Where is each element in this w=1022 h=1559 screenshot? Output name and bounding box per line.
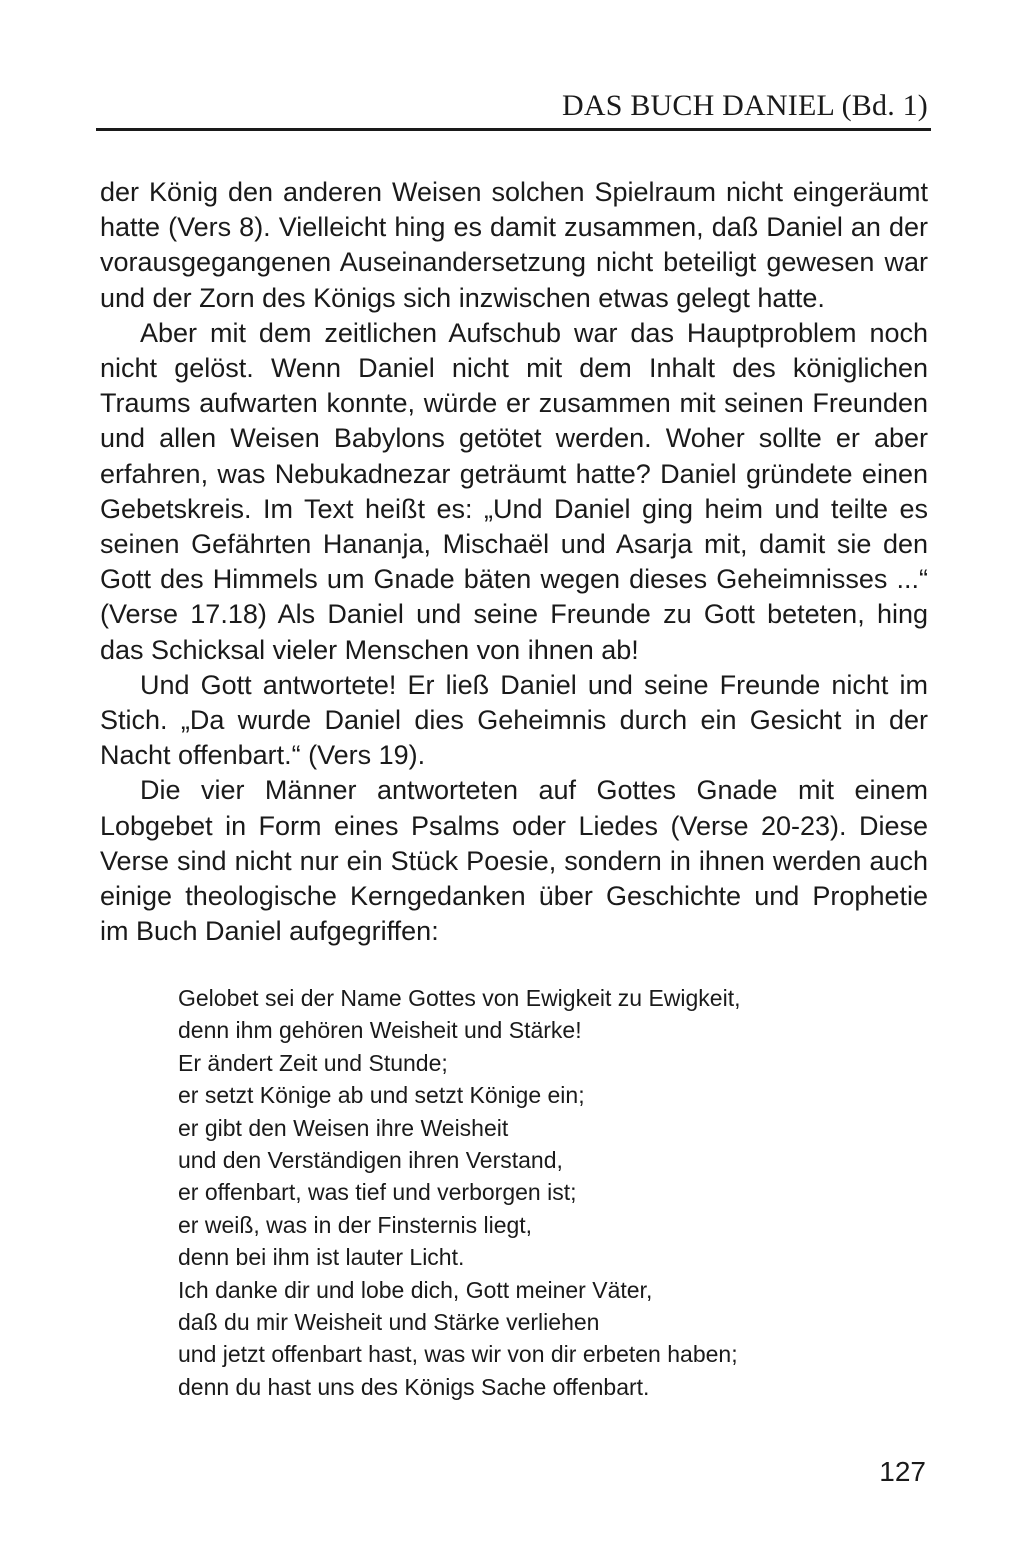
psalm-quote [178, 982, 878, 1403]
body-text [100, 175, 928, 949]
quote-line: und jetzt offenbart hast, was wir von dir erbeten haben; [178, 1341, 738, 1368]
paragraph-aufschub: Aber mit dem zeitlichen Aufschub war das Hauptproblem noch nicht gelöst. Wenn Daniel nicht mit dem Inhalt des königlichen Traums aufwarten konnte, würde er zusammen mit seinen Freunden und allen Weisen Babylons getötet werden. Woher sollte er aber erfahren, was Nebukadnezar geträumt hatte? Daniel gründete einen Gebetskreis. Im Text heißt es: „Und Daniel ging heim und teilte es seinen Gefährten Hananja, Mischaël und Asarja mit, damit sie den Gott des Himmels um Gnade bäten wegen dieses Geheimnisses ...“ (Verse 17.18) Als Daniel und seine Freunde zu Gott beteten, hing das Schicksal vieler Menschen von ihnen ab! [100, 317, 928, 665]
quote-line: Ich danke dir und lobe dich, Gott meiner Väter, [178, 1276, 653, 1303]
quote-line: Er ändert Zeit und Stunde; [178, 1049, 448, 1076]
paragraph-continuation: der König den anderen Weisen solchen Spielraum nicht eingeräumt hatte (Vers 8). Vielleicht hing es damit zusammen, daß Daniel an der vorausgegangenen Auseinandersetzung nicht beteiligt gewesen war und der Zorn des Königs sich inzwischen etwas gelegt hatte. [100, 177, 928, 313]
quote-line: er offenbart, was tief und verborgen ist; [178, 1179, 577, 1206]
quote-line: er setzt Könige ab und setzt Könige ein; [178, 1082, 585, 1109]
page-number: 127 [879, 1456, 926, 1487]
quote-line: er weiß, was in der Finsternis liegt, [178, 1211, 533, 1238]
quote-line: daß du mir Weisheit und Stärke verliehen [178, 1309, 600, 1336]
quote-line: er gibt den Weisen ihre Weisheit [178, 1114, 509, 1141]
quote-line: denn ihm gehören Weisheit und Stärke! [178, 1017, 582, 1044]
quote-line: denn du hast uns des Königs Sache offenbart. [178, 1373, 650, 1400]
running-head-title: DAS BUCH DANIEL (Bd. 1) [562, 89, 928, 122]
quote-line: denn bei ihm ist lauter Licht. [178, 1244, 465, 1271]
paragraph-gott-antwortete: Und Gott antwortete! Er ließ Daniel und seine Freunde nicht im Stich. „Da wurde Daniel dies Geheimnis durch ein Gesicht in der Nacht offenbart.“ (Vers 19). [100, 669, 928, 771]
header-rule [96, 128, 931, 131]
quote-line: Gelobet sei der Name Gottes von Ewigkeit zu Ewigkeit, [178, 985, 741, 1011]
paragraph-lobgebet: Die vier Männer antworteten auf Gottes Gnade mit einem Lobgebet in Form eines Psalms oder Liedes (Verse 20-23). Diese Verse sind nicht nur ein Stück Poesie, sondern in ihnen werden auch einige theologische Kerngedanken über Geschichte und Prophetie im Buch Daniel aufgegriffen: [100, 775, 928, 947]
quote-line: und den Verständigen ihren Verstand, [178, 1147, 563, 1174]
